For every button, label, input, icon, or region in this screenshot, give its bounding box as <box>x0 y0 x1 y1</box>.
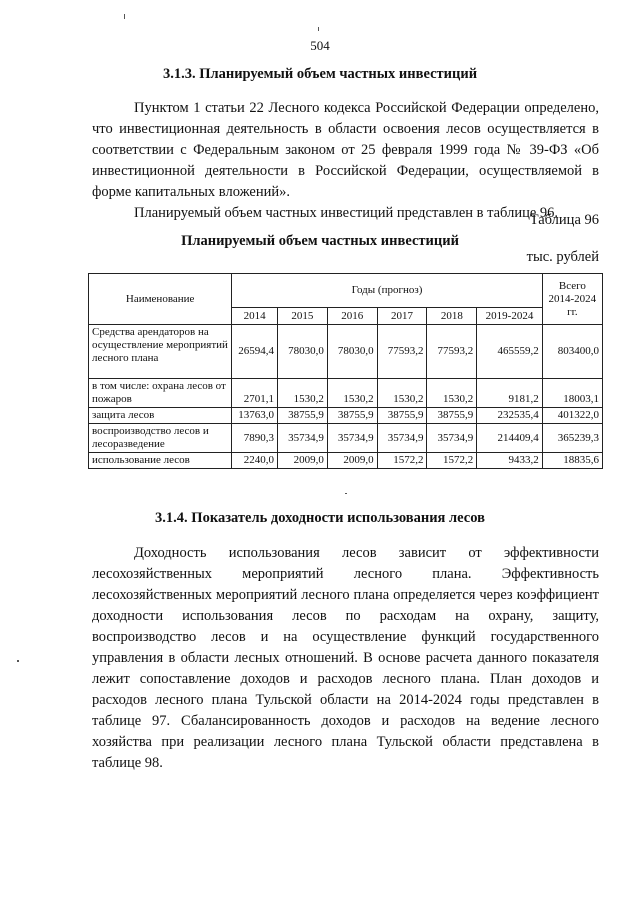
cell-value: 78030,0 <box>277 325 327 379</box>
header-year: 2015 <box>277 308 327 325</box>
header-year: 2016 <box>327 308 377 325</box>
table-row <box>89 379 603 408</box>
section-heading-private-investment: 3.1.3. Планируемый объем частных инвестиций <box>162 66 478 82</box>
cell-value: 38755,9 <box>377 408 427 424</box>
cell-total: 365239,3 <box>542 424 602 453</box>
header-year: 2019-2024 <box>477 308 542 325</box>
cell-value: 2240,0 <box>232 453 278 469</box>
cell-total: 401322,0 <box>542 408 602 424</box>
table-row <box>89 325 603 379</box>
cell-value: 35734,9 <box>427 424 477 453</box>
cell-value: 7890,3 <box>232 424 278 453</box>
paragraph-forest-code: Пунктом 1 статьи 22 Лесного кодекса Российской Федерации определено, что инвестиционная деятельность в области освоения лесов осуществляется в соответствии с Федеральным законом от 25 февраля 1999 года № 39-ФЗ «Об инвестиционной деятельности в Российской Федерации, осуществляемой в форме капитальных вложений». <box>92 100 599 200</box>
cell-value: 9181,2 <box>477 379 542 408</box>
cell-value: 2009,0 <box>327 453 377 469</box>
section-1-body <box>92 98 599 224</box>
header-year: 2017 <box>377 308 427 325</box>
cell-value: 38755,9 <box>427 408 477 424</box>
cell-value: 38755,9 <box>327 408 377 424</box>
table-row <box>89 424 603 453</box>
cell-total: 18003,1 <box>542 379 602 408</box>
cell-value: 465559,2 <box>477 325 542 379</box>
table-label: Таблица 96 <box>529 212 599 228</box>
cell-value: 1572,2 <box>377 453 427 469</box>
scan-speck <box>124 14 125 19</box>
page-number: 504 <box>310 38 330 53</box>
cell-value: 35734,9 <box>377 424 427 453</box>
header-years-group: Годы (прогноз) <box>232 274 542 308</box>
table-header-row <box>89 274 603 308</box>
cell-value: 2701,1 <box>232 379 278 408</box>
cell-value: 35734,9 <box>327 424 377 453</box>
header-name: Наименование <box>89 274 232 325</box>
scan-speck <box>17 660 19 662</box>
cell-value: 1530,2 <box>327 379 377 408</box>
table-row <box>89 408 603 424</box>
table-title: Планируемый объем частных инвестиций <box>181 233 459 249</box>
cell-value: 26594,4 <box>232 325 278 379</box>
cell-value: 9433,2 <box>477 453 542 469</box>
cell-value: 35734,9 <box>277 424 327 453</box>
cell-value: 78030,0 <box>327 325 377 379</box>
row-name: в том числе: охрана лесов от пожаров <box>89 379 232 408</box>
cell-value: 77593,2 <box>427 325 477 379</box>
header-year: 2014 <box>232 308 278 325</box>
cell-value: 214409,4 <box>477 424 542 453</box>
row-name: использование лесов <box>89 453 232 469</box>
section-2-body <box>92 543 599 774</box>
cell-value: 1530,2 <box>377 379 427 408</box>
cell-value: 1572,2 <box>427 453 477 469</box>
paragraph-profitability: Доходность использования лесов зависит от эффективности лесохозяйственных мероприятий лесного плана. Эффективность лесохозяйственных мероприятий лесного плана определяется через коэффициент доходности использования лесов по расходам на охрану, защиту, воспроизводство лесов и на осуществление функций государственного управления в области лесных отношений. В основе расчета данного показателя лежит сопоставление доходов и расходов лесного плана. План доходов и расходов лесного плана Тульской области на 2014-2024 годы представлен в таблице 97. Сбалансированность доходов и расходов на ведение лесного хозяйства при реализации лесного плана Тульской области представлена в таблице 98. <box>92 545 599 771</box>
cell-total: 18835,6 <box>542 453 602 469</box>
table-units: тыс. рублей <box>526 249 599 265</box>
investment-table <box>88 273 603 469</box>
cell-value: 77593,2 <box>377 325 427 379</box>
cell-total: 803400,0 <box>542 325 602 379</box>
row-name: воспроизводство лесов и лесоразведение <box>89 424 232 453</box>
paragraph-table-reference: Планируемый объем частных инвестиций представлен в таблице 96. <box>134 205 559 221</box>
section-heading-profitability: 3.1.4. Показатель доходности использования лесов <box>155 510 485 526</box>
scan-speck <box>318 27 319 31</box>
cell-value: 2009,0 <box>277 453 327 469</box>
cell-value: 1530,2 <box>277 379 327 408</box>
table-row <box>89 453 603 469</box>
row-name: защита лесов <box>89 408 232 424</box>
cell-value: 13763,0 <box>232 408 278 424</box>
header-year: 2018 <box>427 308 477 325</box>
cell-value: 232535,4 <box>477 408 542 424</box>
cell-value: 1530,2 <box>427 379 477 408</box>
scan-speck <box>345 493 347 494</box>
cell-value: 38755,9 <box>277 408 327 424</box>
header-total: Всего 2014-2024 гг. <box>542 274 602 325</box>
row-name: Средства арендаторов на осуществление мероприятий лесного плана <box>89 325 232 379</box>
